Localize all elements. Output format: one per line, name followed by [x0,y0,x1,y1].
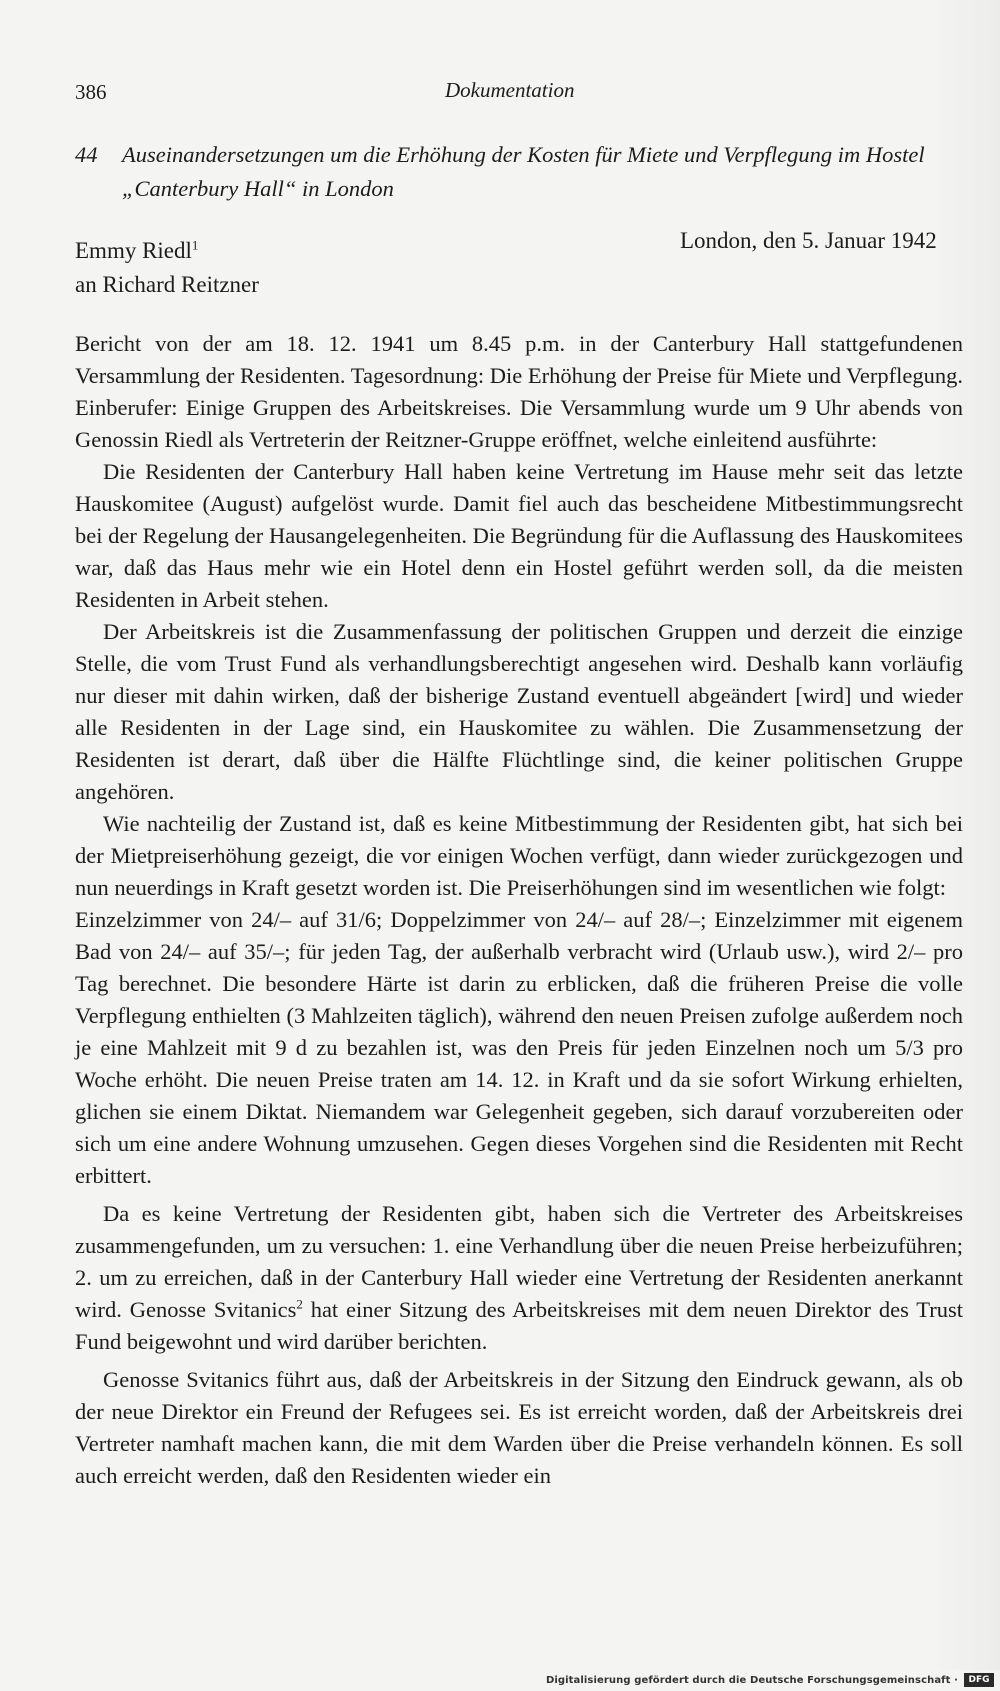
recipient-line: an Richard Reitzner [75,272,259,297]
running-head [75,80,955,110]
paragraph: Wie nachteilig der Zustand ist, daß es keine Mitbestimmung der Residenten gibt, hat sich bei der Mietpreiserhöhung gezeigt, die vor einigen Wochen verfügt, dann wieder zurückgezogen und nun neuerdings in Kraft gesetzt worden ist. Die Preiserhöhungen sind im wesentlichen wie folgt: [75,811,963,900]
place-date: London, den 5. Januar 1942 [680,228,937,253]
running-title: Dokumentation [445,78,575,102]
paragraph: Einzelzimmer von 24/– auf 31/6; Doppelzimmer von 24/– auf 28/–; Einzelzimmer mit eigenem Bad von 24/– auf 35/–; für jeden Tag, der außerhalb verbracht wird (Urlaub usw.), wird 2/– pro Tag berechnet. Die besondere Härte ist darin zu erblicken, daß die früheren Preise die volle Verpflegung enthielten (3 Mahlzeiten täglich), während den neuen Preisen zufolge außerdem noch je eine Mahlzeit mit 9 d zu bezahlen ist, was den Preis für jeden Einzelnen noch um 5/3 pro Woche erhöht. Die neuen Preise traten am 14. 12. in Kraft und da sie sofort Wirkung erhielten, glichen sie einem Diktat. Niemandem war Gelegenheit gegeben, sich darauf vorzubereiten oder sich um eine andere Wohnung umzusehen. Gegen dieses Vorgehen sind die Residenten mit Recht erbittert. [75,907,963,1188]
letter-sender-block [75,234,259,302]
footnote-marker: 2 [296,1296,303,1312]
paragraph-text: Da es keine Vertretung der Residenten gibt, haben sich die Vertreter des Arbeitskreises zusammengefunden, um zu versuchen: 1. eine Verhandlung über die neuen Preise herbeizuführen; 2. um zu erreichen, daß in der Canterbury Hall wieder eine Vertretung der Residenten anerkannt wird. Genosse Svitanics [75,1201,963,1322]
paragraph-text: hat einer Sitzung des Arbeitskreises mit dem neuen Direktor des Trust Fund beigewohnt und wird darüber berichten. [75,1297,963,1354]
body-text [75,328,963,1492]
sender-line [75,234,259,268]
document-number: 44 [75,142,98,167]
dfg-logo: DFG [964,1673,994,1687]
paragraph: Bericht von der am 18. 12. 1941 um 8.45 p.m. in der Canterbury Hall stattgefundenen Versammlung der Residenten. Tagesordnung: Die Erhöhung der Preise für Miete und Verpflegung. Einberufer: Einige Gruppen des Arbeitskreises. Die Versammlung wurde um 9 Uhr abends von Genossin Riedl als Vertreterin der Reitzner-Gruppe eröffnet, welche einleitend ausführte: [75,331,964,452]
page-number: 386 [75,80,107,104]
paragraph [75,1198,963,1358]
sender-name: Emmy Riedl [75,238,192,263]
digitization-credit: Digitalisierung gefördert durch die Deutsche Forschungsgemeinschaft · [545,1675,958,1686]
paragraph: Der Arbeitskreis ist die Zusammenfassung der politischen Gruppen und derzeit die einzige Stelle, die vom Trust Fund als verhandlungsberechtigt angesehen wird. Deshalb kann vorläufig nur dieser mit dahin wirken, daß der bisherige Zustand eventuell abgeändert [wird] und wieder alle Residenten in der Lage sind, ein Hauskomitee zu wählen. Die Zusammensetzung der Residenten ist derart, daß über die Hälfte Flüchtlinge sind, die keiner politischen Gruppe angehören. [75,619,963,804]
footnote-marker: 1 [191,237,199,253]
paragraph: Genosse Svitanics führt aus, daß der Arbeitskreis in der Sitzung den Eindruck gewann, als ob der neue Direktor ein Freund der Refugees sei. Es ist erreicht worden, daß der Arbeitskreis drei Vertreter namhaft machen kann, die mit dem Warden über die Preise verhandeln können. Es soll auch erreicht werden, daß den Residenten wieder ein [75,1367,963,1488]
paragraph: Die Residenten der Canterbury Hall haben keine Vertretung im Hause mehr seit das letzte Hauskomitee (August) aufgelöst wurde. Damit fiel auch das bescheidene Mitbestimmungsrecht bei der Regelung der Hausangelegenheiten. Die Begründung für die Auflassung des Hauskomitees war, daß das Haus mehr wie ein Hotel denn ein Hostel geführt werden soll, da die meisten Residenten in Arbeit stehen. [75,459,963,612]
document-title: Auseinandersetzungen um die Erhöhung der Kosten für Miete und Verpflegung im Hostel „Canterbury Hall“ in London [122,142,925,201]
